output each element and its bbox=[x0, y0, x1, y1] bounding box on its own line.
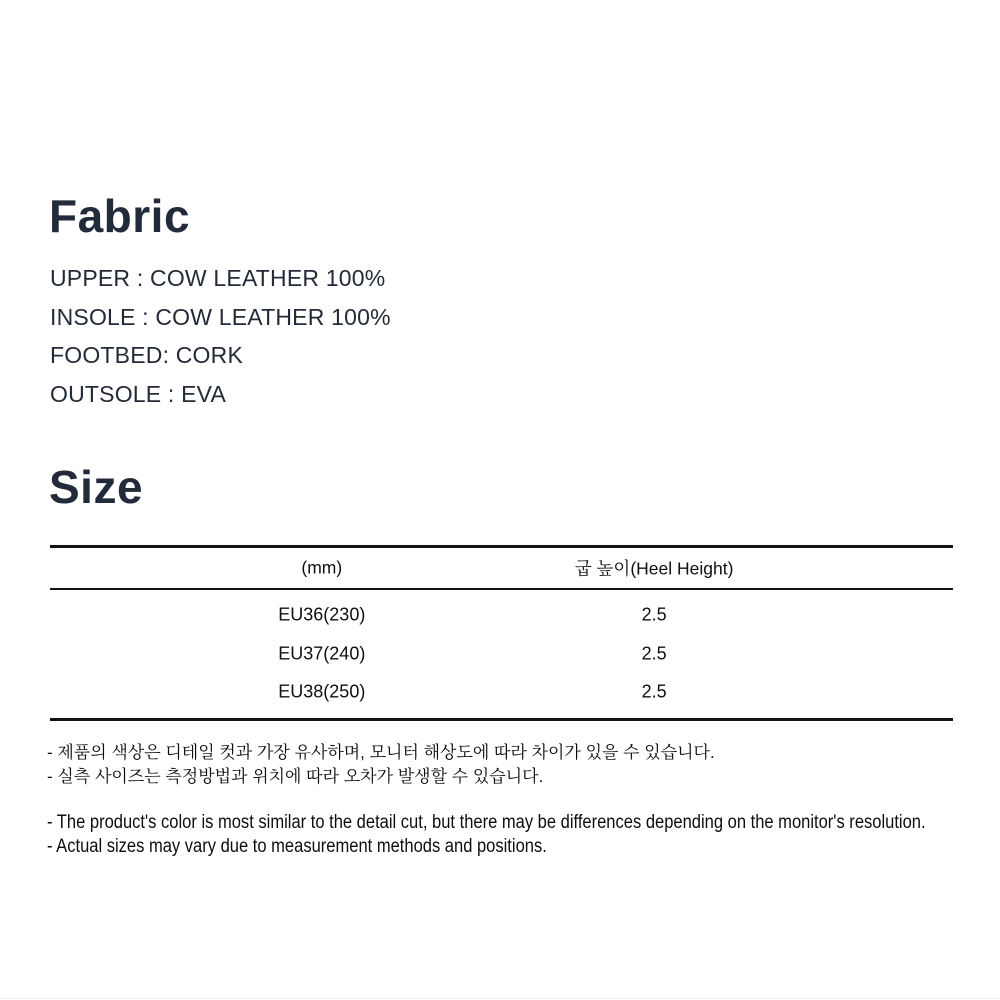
english-disclaimer-notes bbox=[47, 811, 926, 858]
english-note-color: - The product's color is most similar to the detail cut, but there may be differences depending on the monitor's resolution. bbox=[47, 812, 926, 833]
english-note-size: - Actual sizes may vary due to measurement methods and positions. bbox=[47, 835, 547, 857]
size-table-row bbox=[50, 635, 953, 674]
size-cell: EU38(250) bbox=[278, 681, 366, 702]
size-table-header-row bbox=[50, 548, 953, 590]
bottom-section-divider bbox=[0, 998, 1000, 999]
size-cell: EU36(230) bbox=[278, 604, 366, 625]
fabric-spec-insole: INSOLE : COW LEATHER 100% bbox=[50, 303, 391, 330]
fabric-spec-upper: UPPER : COW LEATHER 100% bbox=[50, 265, 386, 291]
korean-disclaimer-notes bbox=[47, 741, 715, 789]
korean-note-color: - 제품의 색상은 디테일 컷과 가장 유사하며, 모니터 해상도에 따라 차이가 있을 수 있습니다. bbox=[47, 743, 715, 762]
size-table-row bbox=[50, 673, 953, 712]
size-cell: EU37(240) bbox=[278, 643, 366, 664]
heel-height-cell: 2.5 bbox=[641, 643, 667, 664]
size-section-heading: Size bbox=[49, 461, 144, 513]
korean-note-size: - 실측 사이즈는 측정방법과 위치에 따라 오차가 발생할 수 있습니다. bbox=[47, 767, 544, 786]
size-table-body bbox=[50, 590, 953, 718]
fabric-spec-list bbox=[50, 259, 391, 413]
fabric-section-heading: Fabric bbox=[49, 190, 191, 242]
size-column-header: (mm) bbox=[301, 557, 343, 578]
heel-height-cell: 2.5 bbox=[641, 604, 667, 625]
size-table bbox=[50, 545, 953, 721]
size-table-row bbox=[50, 596, 953, 635]
heel-height-cell: 2.5 bbox=[641, 681, 667, 702]
heel-height-column-header: 굽 높이(Heel Height) bbox=[574, 558, 734, 579]
fabric-spec-outsole: OUTSOLE : EVA bbox=[50, 380, 226, 407]
fabric-spec-footbed: FOOTBED: CORK bbox=[50, 342, 244, 368]
